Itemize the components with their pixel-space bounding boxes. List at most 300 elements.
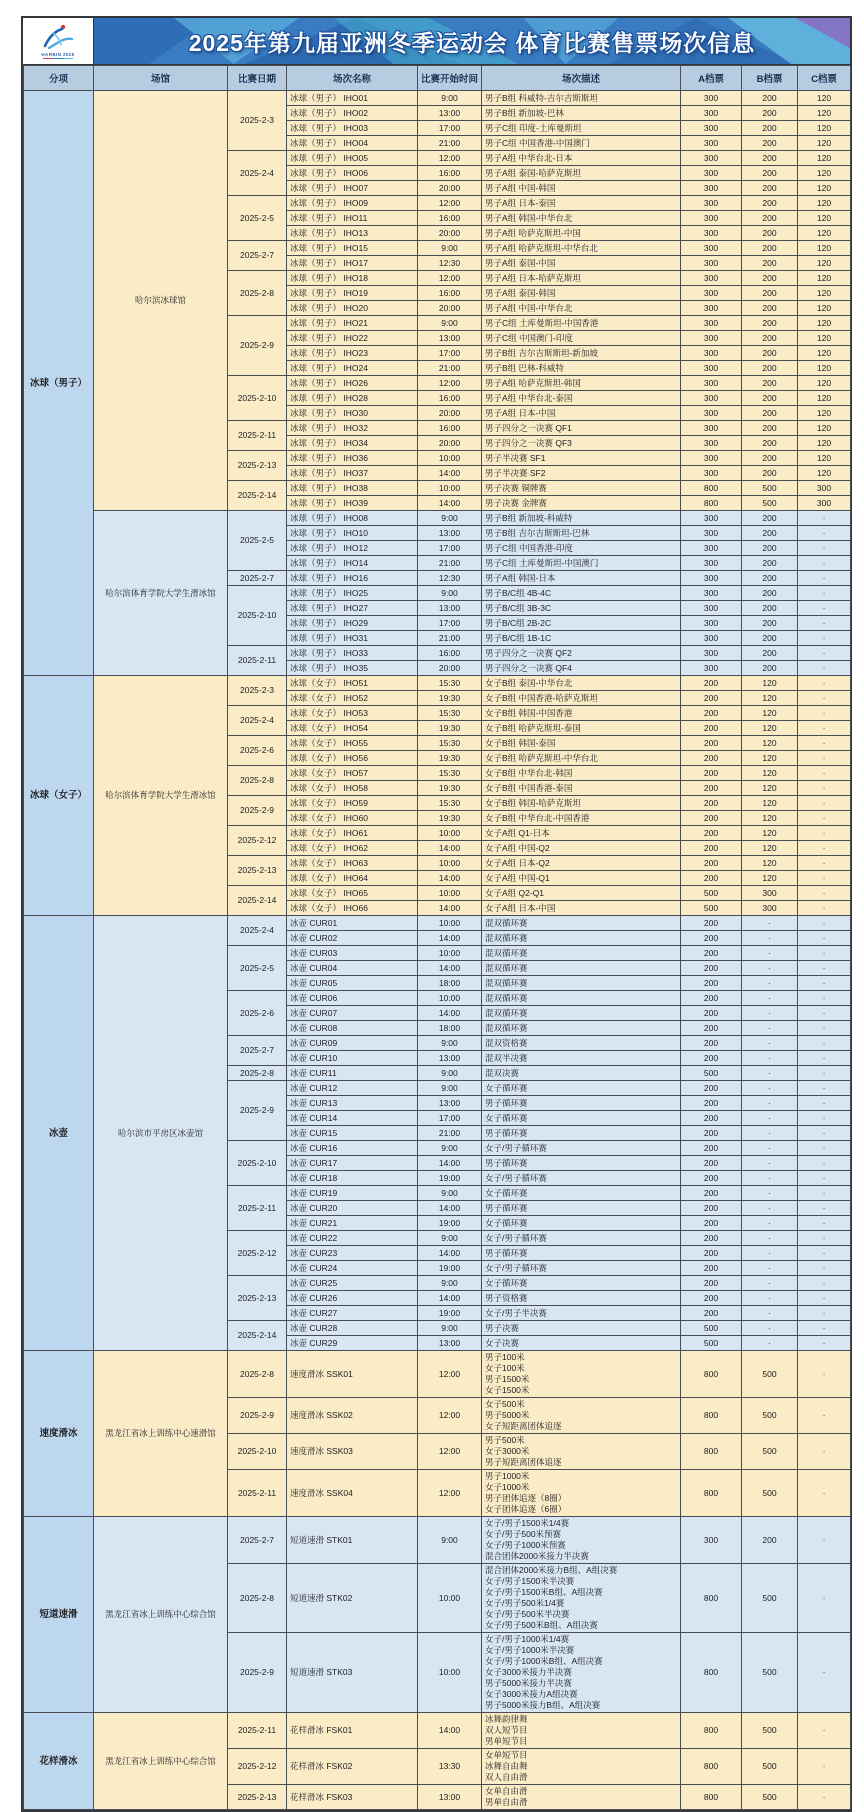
start-time-cell: 13:00 — [418, 1096, 482, 1111]
date-cell: 2025-2-4 — [228, 916, 287, 946]
start-time-cell: 10:00 — [418, 886, 482, 901]
price-a-cell: 200 — [681, 796, 742, 811]
price-c-cell: 120 — [798, 181, 851, 196]
price-b-cell: · — [742, 1216, 798, 1231]
desc-line: 混双循环赛 — [485, 917, 528, 928]
event-name-cell: 冰壶 CUR21 — [287, 1216, 418, 1231]
price-a-cell: 200 — [681, 751, 742, 766]
start-time-cell: 14:00 — [418, 1201, 482, 1216]
price-b-cell: · — [742, 1306, 798, 1321]
price-c-cell: · — [798, 871, 851, 886]
event-name-cell: 冰球（男子） IHO02 — [287, 106, 418, 121]
price-c-cell: · — [798, 991, 851, 1006]
price-b-cell: 200 — [742, 616, 798, 631]
event-desc-cell — [482, 1171, 681, 1186]
price-a-cell: 300 — [681, 421, 742, 436]
price-c-cell: · — [798, 1081, 851, 1096]
start-time-cell: 9:00 — [418, 1141, 482, 1156]
price-c-cell: · — [798, 886, 851, 901]
date-cell: 2025-2-10 — [228, 1141, 287, 1186]
desc-line: 男子B/C组 4B-4C — [485, 587, 552, 598]
price-a-cell: 300 — [681, 211, 742, 226]
price-a-cell: 300 — [681, 346, 742, 361]
desc-line: 男子半决赛 SF2 — [485, 467, 546, 478]
price-c-cell: · — [798, 781, 851, 796]
start-time-cell: 16:00 — [418, 211, 482, 226]
logo-wordmark: HARBIN 2025 — [41, 51, 75, 57]
desc-line: 男子A组 中国-韩国 — [485, 182, 556, 193]
price-c-cell: 120 — [798, 241, 851, 256]
price-b-cell: 200 — [742, 406, 798, 421]
price-c-cell: · — [798, 1306, 851, 1321]
event-desc-cell — [482, 1111, 681, 1126]
price-b-cell: · — [742, 1096, 798, 1111]
desc-line: 混双半决赛 — [485, 1052, 528, 1063]
price-c-cell: · — [798, 901, 851, 916]
price-c-cell: · — [798, 706, 851, 721]
schedule-row — [24, 916, 851, 931]
date-cell: 2025-2-7 — [228, 241, 287, 271]
price-c-cell: · — [798, 691, 851, 706]
event-name-cell: 冰壶 CUR11 — [287, 1066, 418, 1081]
start-time-cell: 13:00 — [418, 1785, 482, 1810]
price-a-cell: 200 — [681, 1036, 742, 1051]
price-c-cell: 120 — [798, 361, 851, 376]
desc-line: 女子决赛 — [485, 1337, 520, 1348]
event-desc-cell — [482, 661, 681, 676]
desc-line: 男子四分之一决赛 QF1 — [485, 422, 572, 433]
start-time-cell: 19:00 — [418, 1171, 482, 1186]
price-b-cell: 200 — [742, 166, 798, 181]
start-time-cell: 16:00 — [418, 421, 482, 436]
price-c-cell: · — [798, 1321, 851, 1336]
price-b-cell: 500 — [742, 1351, 798, 1398]
event-name-cell: 冰球（男子） IHO25 — [287, 586, 418, 601]
start-time-cell: 20:00 — [418, 301, 482, 316]
desc-line: 男子B组 科威特-吉尔吉斯斯坦 — [485, 92, 598, 103]
event-name-cell: 冰球（男子） IHO21 — [287, 316, 418, 331]
schedule-row — [24, 1517, 851, 1564]
event-name-cell: 冰球（男子） IHO07 — [287, 181, 418, 196]
price-c-cell: · — [798, 1564, 851, 1633]
event-desc-cell — [482, 1517, 681, 1564]
price-b-cell: · — [742, 1231, 798, 1246]
price-a-cell: 300 — [681, 436, 742, 451]
event-name-cell: 冰壶 CUR13 — [287, 1096, 418, 1111]
price-b-cell: 500 — [742, 481, 798, 496]
desc-line: 男子决赛 — [485, 1322, 520, 1333]
price-a-cell: 200 — [681, 1291, 742, 1306]
date-cell: 2025-2-14 — [228, 886, 287, 916]
skater-logo-icon — [37, 23, 79, 51]
event-desc-cell — [482, 286, 681, 301]
venue-cell: 黑龙江省冰上训练中心综合馆 — [94, 1713, 228, 1810]
price-a-cell: 800 — [681, 1351, 742, 1398]
desc-line: 男子B组 新加坡-巴林 — [485, 107, 564, 118]
price-a-cell: 800 — [681, 1713, 742, 1749]
start-time-cell: 14:00 — [418, 901, 482, 916]
price-a-cell: 500 — [681, 1066, 742, 1081]
start-time-cell: 17:00 — [418, 121, 482, 136]
price-b-cell: 120 — [742, 826, 798, 841]
price-b-cell: · — [742, 1246, 798, 1261]
price-c-cell: · — [798, 556, 851, 571]
event-desc-cell — [482, 541, 681, 556]
price-c-cell: · — [798, 676, 851, 691]
price-c-cell: · — [798, 916, 851, 931]
price-c-cell: · — [798, 1470, 851, 1517]
date-cell: 2025-2-7 — [228, 1036, 287, 1066]
desc-line: 女子循环赛 — [485, 1217, 528, 1228]
event-name-cell: 冰球（女子） IHO62 — [287, 841, 418, 856]
price-c-cell: 120 — [798, 391, 851, 406]
price-b-cell: 300 — [742, 901, 798, 916]
price-b-cell: · — [742, 1291, 798, 1306]
price-b-cell: 120 — [742, 751, 798, 766]
price-c-cell: 300 — [798, 496, 851, 511]
price-a-cell: 300 — [681, 286, 742, 301]
price-a-cell: 200 — [681, 1216, 742, 1231]
event-name-cell: 冰壶 CUR22 — [287, 1231, 418, 1246]
event-desc-cell — [482, 1066, 681, 1081]
start-time-cell: 12:00 — [418, 1351, 482, 1398]
column-header: 场次描述 — [482, 66, 681, 91]
price-b-cell: · — [742, 976, 798, 991]
price-c-cell: · — [798, 1066, 851, 1081]
desc-line: 男子资格赛 — [485, 1292, 528, 1303]
desc-line: 男子B组 吉尔吉斯斯坦-新加坡 — [485, 347, 598, 358]
desc-line: 女子A组 中国-Q2 — [485, 842, 550, 853]
desc-line: 女子/男子1000米预赛 — [485, 1540, 566, 1550]
price-c-cell: 120 — [798, 286, 851, 301]
start-time-cell: 13:00 — [418, 106, 482, 121]
price-b-cell: 120 — [742, 676, 798, 691]
desc-line: 男子A组 日本-泰国 — [485, 197, 556, 208]
start-time-cell: 19:30 — [418, 811, 482, 826]
event-desc-cell — [482, 1306, 681, 1321]
desc-line: 男子A组 哈萨克斯坦-中华台北 — [485, 242, 598, 253]
event-name-cell: 冰球（女子） IHO52 — [287, 691, 418, 706]
price-b-cell: · — [742, 1006, 798, 1021]
price-b-cell: 500 — [742, 1713, 798, 1749]
event-name-cell: 冰球（男子） IHO05 — [287, 151, 418, 166]
date-cell: 2025-2-13 — [228, 451, 287, 481]
desc-line: 女子1000米 — [485, 1482, 530, 1492]
event-desc-cell — [482, 241, 681, 256]
price-b-cell: · — [742, 1156, 798, 1171]
start-time-cell: 17:00 — [418, 1111, 482, 1126]
date-cell: 2025-2-8 — [228, 1066, 287, 1081]
price-a-cell: 300 — [681, 616, 742, 631]
price-c-cell: · — [798, 1186, 851, 1201]
start-time-cell: 10:00 — [418, 946, 482, 961]
price-b-cell: 200 — [742, 196, 798, 211]
event-desc-cell — [482, 1246, 681, 1261]
start-time-cell: 19:30 — [418, 721, 482, 736]
event-desc-cell — [482, 1336, 681, 1351]
column-header: 场次名称 — [287, 66, 418, 91]
event-desc-cell — [482, 1186, 681, 1201]
price-c-cell: · — [798, 1231, 851, 1246]
desc-line: 女子B组 韩国-中国香港 — [485, 707, 573, 718]
price-b-cell: 200 — [742, 586, 798, 601]
event-name-cell: 冰球（男子） IHO22 — [287, 331, 418, 346]
event-desc-cell — [482, 1051, 681, 1066]
desc-line: 男子A组 韩国-日本 — [485, 572, 556, 583]
desc-line: 男子C组 中国澳门-印度 — [485, 332, 573, 343]
price-a-cell: 200 — [681, 811, 742, 826]
price-c-cell: · — [798, 931, 851, 946]
start-time-cell: 9:00 — [418, 91, 482, 106]
desc-line: 男子半决赛 SF1 — [485, 452, 546, 463]
price-a-cell: 200 — [681, 1111, 742, 1126]
date-cell: 2025-2-11 — [228, 646, 287, 676]
desc-line: 男子A组 泰国-哈萨克斯坦 — [485, 167, 581, 178]
desc-line: 女子团体追逐（6圈） — [485, 1504, 567, 1514]
event-name-cell: 速度滑冰 SSK04 — [287, 1470, 418, 1517]
price-c-cell: · — [798, 1156, 851, 1171]
price-b-cell: · — [742, 1126, 798, 1141]
start-time-cell: 14:00 — [418, 496, 482, 511]
price-a-cell: 300 — [681, 106, 742, 121]
price-a-cell: 300 — [681, 661, 742, 676]
price-c-cell: · — [798, 631, 851, 646]
price-b-cell: · — [742, 931, 798, 946]
price-a-cell: 800 — [681, 496, 742, 511]
event-name-cell: 冰球（男子） IHO12 — [287, 541, 418, 556]
desc-line: 女子/男子循环赛 — [485, 1232, 547, 1243]
price-a-cell: 300 — [681, 196, 742, 211]
desc-line: 女子B组 韩国-哈萨克斯坦 — [485, 797, 581, 808]
price-b-cell: 200 — [742, 631, 798, 646]
price-b-cell: 200 — [742, 181, 798, 196]
date-cell: 2025-2-11 — [228, 1186, 287, 1231]
event-desc-cell — [482, 781, 681, 796]
event-desc-cell — [482, 1564, 681, 1633]
price-c-cell: · — [798, 961, 851, 976]
price-b-cell: 200 — [742, 361, 798, 376]
event-name-cell: 冰球（男子） IHO32 — [287, 421, 418, 436]
price-b-cell: 200 — [742, 226, 798, 241]
price-b-cell: 200 — [742, 136, 798, 151]
event-desc-cell — [482, 1081, 681, 1096]
date-cell: 2025-2-8 — [228, 1564, 287, 1633]
desc-line: 男子循环赛 — [485, 1247, 528, 1258]
price-a-cell: 300 — [681, 571, 742, 586]
desc-line: 混双循环赛 — [485, 932, 528, 943]
price-c-cell: 120 — [798, 406, 851, 421]
desc-line: 男子5000米 — [485, 1410, 530, 1420]
date-cell: 2025-2-9 — [228, 1398, 287, 1434]
event-name-cell: 冰球（女子） IHO60 — [287, 811, 418, 826]
event-name-cell: 冰壶 CUR28 — [287, 1321, 418, 1336]
price-b-cell: 200 — [742, 466, 798, 481]
price-c-cell: · — [798, 1246, 851, 1261]
desc-line: 男子C组 印度-土库曼斯坦 — [485, 122, 582, 133]
event-name-cell: 冰球（女子） IHO55 — [287, 736, 418, 751]
start-time-cell: 21:00 — [418, 136, 482, 151]
event-name-cell: 冰球（男子） IHO03 — [287, 121, 418, 136]
event-desc-cell — [482, 556, 681, 571]
event-desc-cell — [482, 1351, 681, 1398]
desc-line: 女子B组 韩国-泰国 — [485, 737, 556, 748]
price-a-cell: 200 — [681, 766, 742, 781]
price-a-cell: 200 — [681, 1096, 742, 1111]
start-time-cell: 15:30 — [418, 676, 482, 691]
start-time-cell: 9:00 — [418, 1231, 482, 1246]
price-c-cell: 120 — [798, 136, 851, 151]
event-name-cell: 冰壶 CUR02 — [287, 931, 418, 946]
start-time-cell: 14:00 — [418, 1246, 482, 1261]
desc-line: 男子A组 韩国-中华台北 — [485, 212, 573, 223]
price-b-cell: · — [742, 1051, 798, 1066]
price-c-cell: · — [798, 1126, 851, 1141]
event-name-cell: 冰球（男子） IHO08 — [287, 511, 418, 526]
event-desc-cell — [482, 196, 681, 211]
event-desc-cell — [482, 1126, 681, 1141]
desc-line: 女子/男子500米B组、A组决赛 — [485, 1620, 598, 1630]
desc-line: 男子B/C组 1B-1C — [485, 632, 552, 643]
start-time-cell: 9:00 — [418, 1186, 482, 1201]
price-b-cell: 200 — [742, 1517, 798, 1564]
desc-line: 女子/男子循环赛 — [485, 1262, 547, 1273]
event-name-cell: 冰球（男子） IHO18 — [287, 271, 418, 286]
price-b-cell: 200 — [742, 436, 798, 451]
date-cell: 2025-2-11 — [228, 1470, 287, 1517]
date-cell: 2025-2-9 — [228, 796, 287, 826]
price-a-cell: 300 — [681, 136, 742, 151]
start-time-cell: 18:00 — [418, 976, 482, 991]
price-b-cell: · — [742, 1111, 798, 1126]
event-name-cell: 冰壶 CUR01 — [287, 916, 418, 931]
event-name-cell: 冰球（女子） IHO63 — [287, 856, 418, 871]
schedule-row — [24, 1713, 851, 1749]
price-b-cell: 200 — [742, 106, 798, 121]
desc-line: 男子决赛 铜牌赛 — [485, 482, 547, 493]
desc-line: 冰舞自由舞 — [485, 1761, 528, 1771]
start-time-cell: 9:00 — [418, 1066, 482, 1081]
price-a-cell: 200 — [681, 1186, 742, 1201]
desc-line: 女子/男子500米半决赛 — [485, 1609, 570, 1619]
price-b-cell: 120 — [742, 736, 798, 751]
event-name-cell: 冰球（男子） IHO36 — [287, 451, 418, 466]
desc-line: 女子/男子1000米B组、A组决赛 — [485, 1656, 603, 1666]
price-b-cell: 300 — [742, 886, 798, 901]
event-desc-cell — [482, 391, 681, 406]
price-a-cell: 200 — [681, 1261, 742, 1276]
price-b-cell: 200 — [742, 121, 798, 136]
desc-line: 女单自由滑 — [485, 1786, 528, 1796]
price-b-cell: 200 — [742, 646, 798, 661]
price-b-cell: · — [742, 1036, 798, 1051]
desc-line: 女子/男子1500米B组、A组决赛 — [485, 1587, 603, 1597]
price-c-cell: · — [798, 1713, 851, 1749]
price-a-cell: 200 — [681, 1126, 742, 1141]
event-desc-cell — [482, 181, 681, 196]
event-name-cell: 冰球（男子） IHO14 — [287, 556, 418, 571]
column-header: 分项 — [24, 66, 94, 91]
price-c-cell: · — [798, 976, 851, 991]
date-cell: 2025-2-10 — [228, 376, 287, 421]
price-a-cell: 200 — [681, 781, 742, 796]
desc-line: 女子循环赛 — [485, 1277, 528, 1288]
price-b-cell: 120 — [742, 721, 798, 736]
event-name-cell: 冰球（女子） IHO57 — [287, 766, 418, 781]
event-desc-cell — [482, 766, 681, 781]
price-b-cell: · — [742, 1336, 798, 1351]
event-desc-cell — [482, 631, 681, 646]
price-a-cell: 800 — [681, 1564, 742, 1633]
event-name-cell: 冰球（男子） IHO15 — [287, 241, 418, 256]
date-cell: 2025-2-11 — [228, 1713, 287, 1749]
event-desc-cell — [482, 706, 681, 721]
desc-line: 男子A组 哈萨克斯坦-中国 — [485, 227, 581, 238]
start-time-cell: 12:00 — [418, 1434, 482, 1470]
price-c-cell: · — [798, 856, 851, 871]
price-c-cell: · — [798, 661, 851, 676]
desc-line: 女子/男子1000米半决赛 — [485, 1645, 575, 1655]
event-desc-cell — [482, 361, 681, 376]
date-cell: 2025-2-10 — [228, 1434, 287, 1470]
price-c-cell: 120 — [798, 466, 851, 481]
price-b-cell: 200 — [742, 661, 798, 676]
price-c-cell: · — [798, 1351, 851, 1398]
start-time-cell: 15:30 — [418, 736, 482, 751]
desc-line: 双人短节目 — [485, 1725, 528, 1735]
desc-line: 男子A组 泰国-韩国 — [485, 287, 556, 298]
event-name-cell: 冰球（男子） IHO20 — [287, 301, 418, 316]
price-c-cell: · — [798, 1749, 851, 1785]
price-c-cell: · — [798, 1171, 851, 1186]
event-desc-cell — [482, 316, 681, 331]
desc-line: 女子/男子500米预赛 — [485, 1529, 562, 1539]
event-name-cell: 冰球（女子） IHO58 — [287, 781, 418, 796]
start-time-cell: 12:00 — [418, 1470, 482, 1517]
desc-line: 女子/男子1500米半决赛 — [485, 1576, 575, 1586]
price-a-cell: 200 — [681, 721, 742, 736]
event-desc-cell — [482, 211, 681, 226]
price-a-cell: 300 — [681, 541, 742, 556]
desc-line: 男子循环赛 — [485, 1202, 528, 1213]
event-desc-cell — [482, 601, 681, 616]
event-desc-cell — [482, 136, 681, 151]
price-c-cell: · — [798, 811, 851, 826]
price-c-cell: · — [798, 751, 851, 766]
event-name-cell: 冰球（女子） IHO61 — [287, 826, 418, 841]
desc-line: 男子A组 中华台北-日本 — [485, 152, 573, 163]
start-time-cell: 20:00 — [418, 406, 482, 421]
price-a-cell: 200 — [681, 706, 742, 721]
price-a-cell: 300 — [681, 601, 742, 616]
price-b-cell: 200 — [742, 346, 798, 361]
date-cell: 2025-2-6 — [228, 991, 287, 1036]
price-a-cell: 200 — [681, 691, 742, 706]
price-c-cell: · — [798, 616, 851, 631]
event-desc-cell — [482, 406, 681, 421]
start-time-cell: 9:00 — [418, 241, 482, 256]
event-name-cell: 冰球（男子） IHO06 — [287, 166, 418, 181]
price-c-cell: · — [798, 1111, 851, 1126]
start-time-cell: 10:00 — [418, 826, 482, 841]
price-b-cell: 500 — [742, 1749, 798, 1785]
start-time-cell: 21:00 — [418, 556, 482, 571]
price-b-cell: 200 — [742, 526, 798, 541]
desc-line: 男子5000米接力B组、A组决赛 — [485, 1700, 601, 1710]
event-desc-cell — [482, 436, 681, 451]
event-desc-cell — [482, 106, 681, 121]
schedule-row — [24, 1351, 851, 1398]
price-b-cell: · — [742, 1321, 798, 1336]
